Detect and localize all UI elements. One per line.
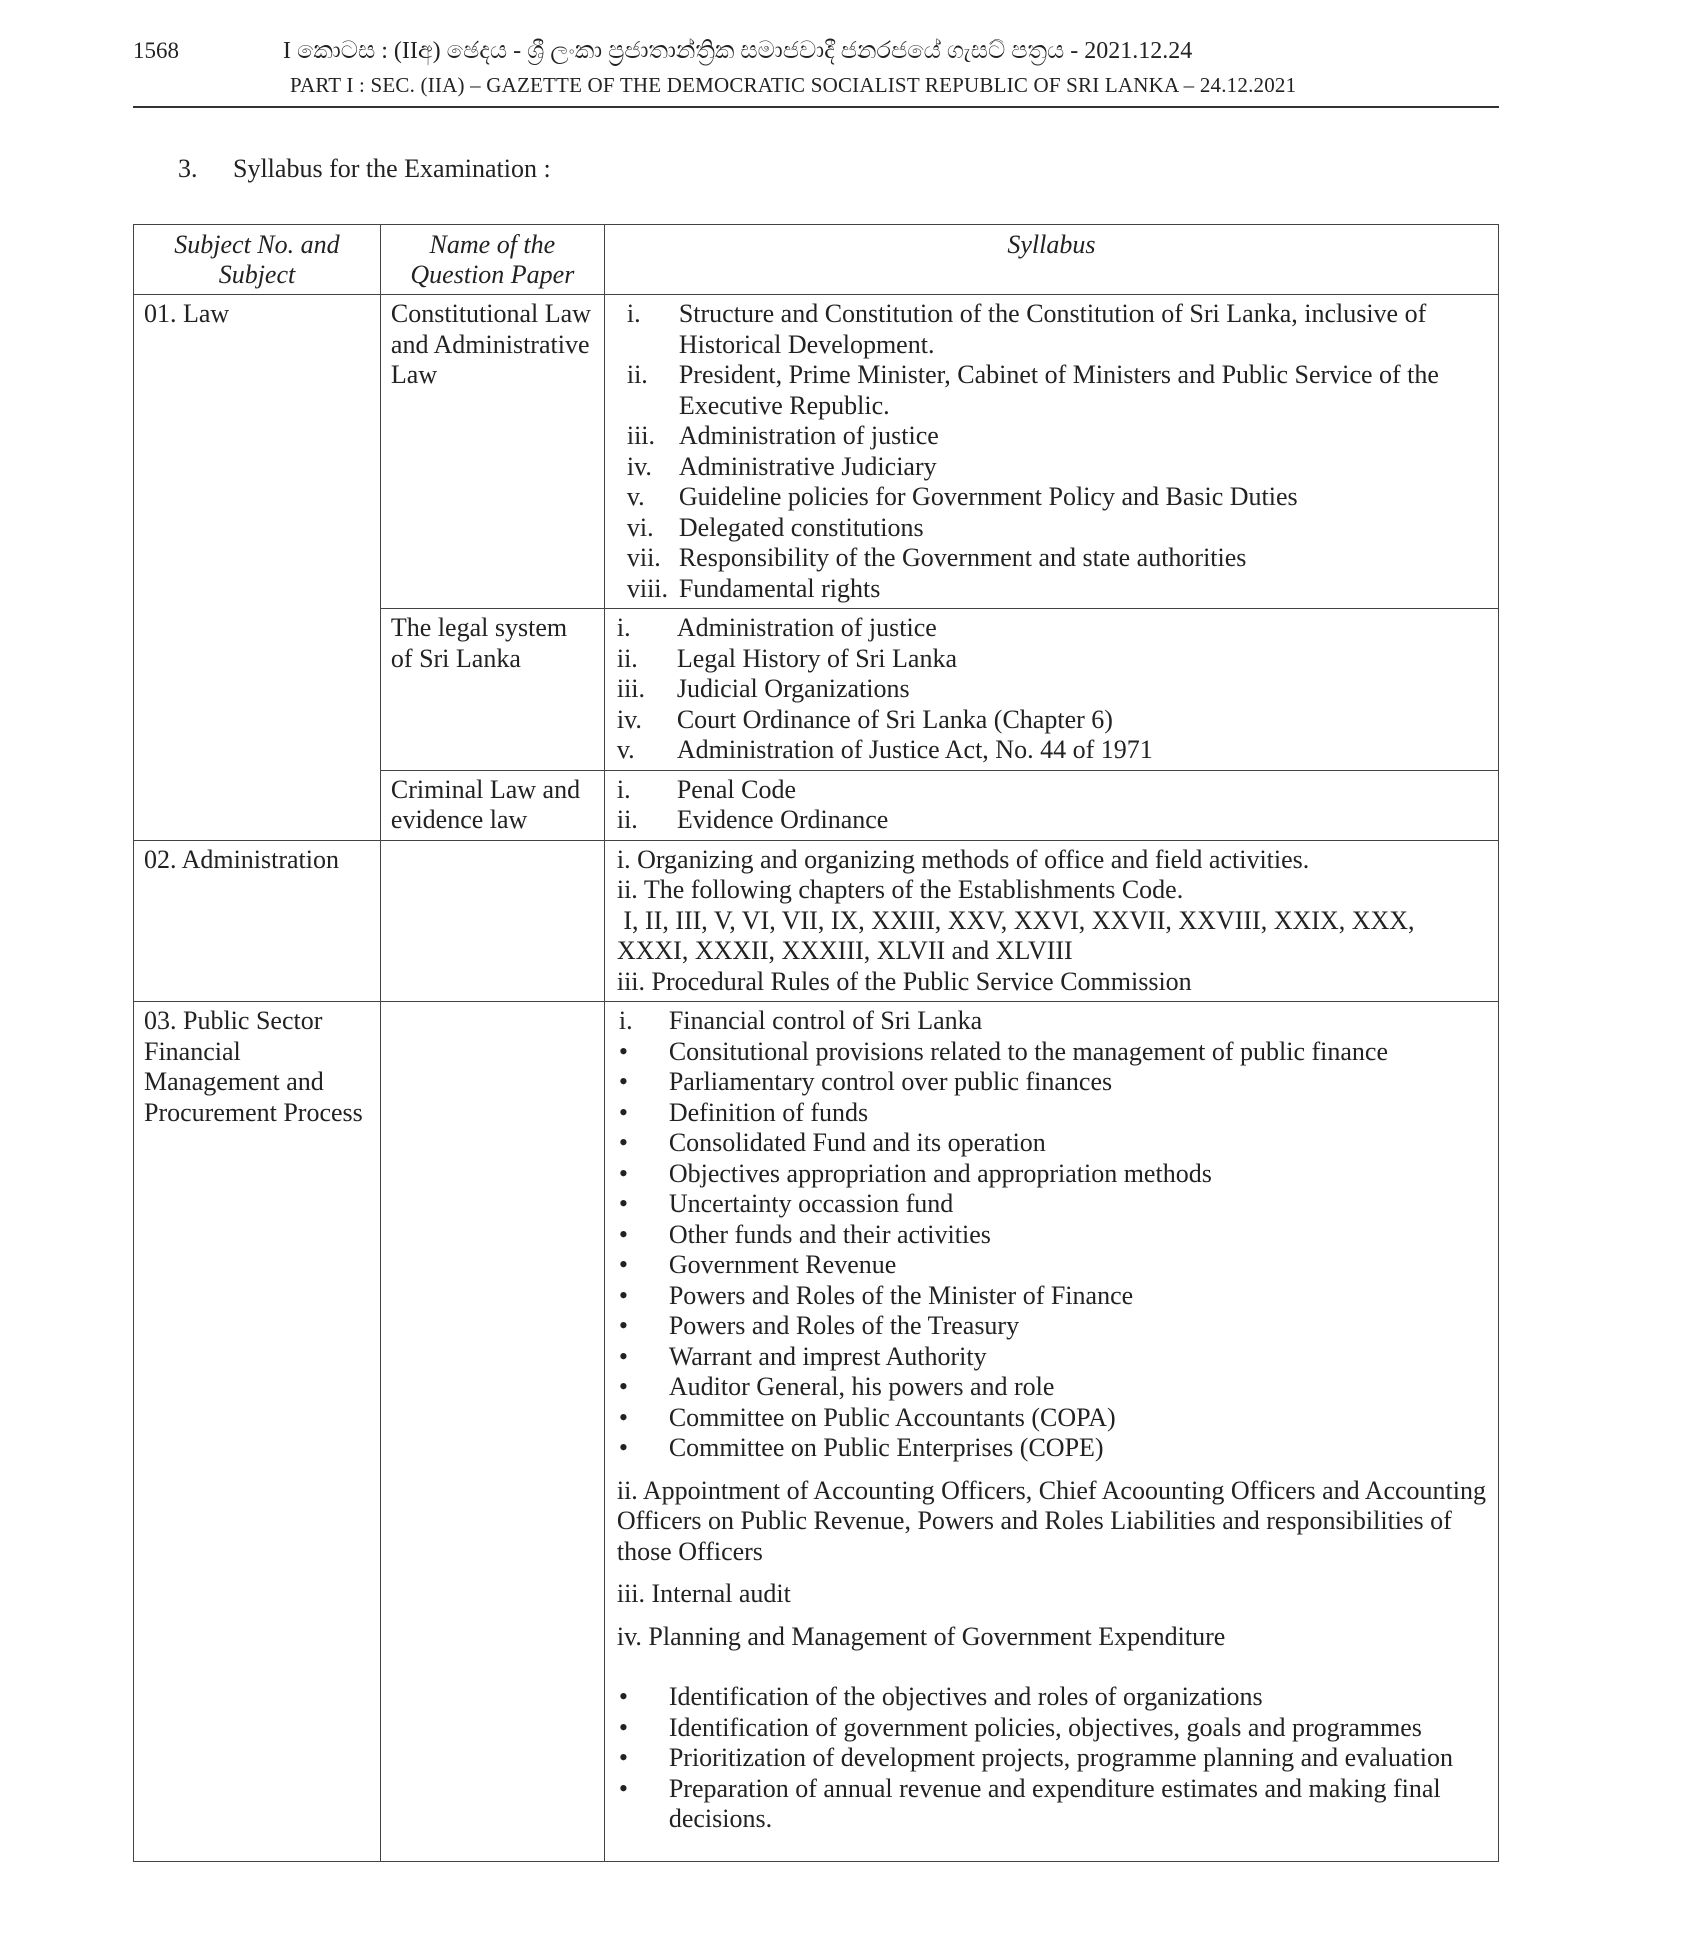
paper-name-cell: Criminal Law and evidence law xyxy=(380,770,604,840)
syllabus-cell xyxy=(604,770,1498,840)
bullet-item: • Committee on Public Accountants (COPA) xyxy=(618,1402,1116,1432)
table-header-row xyxy=(134,225,1499,295)
page-number: 1568 xyxy=(133,38,179,63)
bullet-item: • Powers and Roles of the Minister of Finance xyxy=(618,1280,1134,1310)
list-item: vii. Responsibility of the Government and state authorities xyxy=(626,543,1247,572)
syllabus-line: I, II, III, V, VI, VII, IX, XXIII, XXV, XXVI, XXVII, XXVIII, XXIX, XXX, XXXI, XXXII, XXXIII, XLVII and XLVIII xyxy=(616,905,1422,965)
section-number: 3. xyxy=(178,154,198,183)
paper-name-cell-empty xyxy=(380,840,604,1002)
bullet-item: • Parliamentary control over public finances xyxy=(618,1067,1113,1096)
bullet-item: • Identification of government policies, objectives, goals and programmes xyxy=(618,1712,1422,1742)
table-row xyxy=(134,770,1499,840)
bullet-item: • Prioritization of development projects, programme planning and evaluation xyxy=(618,1743,1453,1772)
list-item: iii. Judicial Organizations xyxy=(616,674,910,703)
bullet-item: • Uncertainty occassion fund xyxy=(618,1189,954,1218)
list-item: iii. Administration of justice xyxy=(626,421,939,450)
list-item: ii. President, Prime Minister, Cabinet of Ministers and Public Service of the Executive Republic. xyxy=(626,360,1439,420)
list-item: i. Penal Code xyxy=(616,774,796,804)
bullet-item: • Government Revenue xyxy=(618,1250,897,1279)
list-item: viii. Fundamental rights xyxy=(626,573,881,603)
list-item: ii. Evidence Ordinance xyxy=(616,805,889,834)
syllabus-paragraph: iv. Planning and Management of Government Expenditure xyxy=(616,1621,1226,1651)
bullet-item: • Consitutional provisions related to the management of public finance xyxy=(618,1036,1388,1066)
subject-cell-empty xyxy=(134,770,381,840)
gazette-header-english: PART I : SEC. (IIA) – GAZETTE OF THE DEMOCRATIC SOCIALIST REPUBLIC OF SRI LANKA – 24.12.2021 xyxy=(290,73,1297,97)
syllabus-line: i. Organizing and organizing methods of office and field activities. xyxy=(616,844,1310,874)
header-subject: Subject No. and Subject xyxy=(134,225,381,295)
list-item: i. Administration of justice xyxy=(616,613,937,642)
table-row xyxy=(134,295,1499,609)
section-heading xyxy=(178,154,551,184)
bullet-item: • Committee on Public Enterprises (COPE) xyxy=(618,1433,1104,1462)
header-syllabus: Syllabus xyxy=(604,225,1498,295)
bullet-item: • Consolidated Fund and its operation xyxy=(618,1128,1046,1157)
header-divider xyxy=(133,106,1499,108)
paper-name-cell: The legal system of Sri Lanka xyxy=(380,609,604,771)
syllabus-line: iii. Procedural Rules of the Public Service Commission xyxy=(616,966,1192,996)
list-item: vi. Delegated constitutions xyxy=(626,512,924,542)
paper-name-cell-empty xyxy=(380,1002,604,1862)
paper-name-cell: Constitutional Law and Administrative Law xyxy=(380,295,604,609)
table-row xyxy=(134,609,1499,771)
syllabus-cell xyxy=(604,609,1498,771)
list-item: iv. Court Ordinance of Sri Lanka (Chapter 6) xyxy=(616,704,1113,734)
subject-cell-finance: 03. Public Sector Financial Management and Procurement Process xyxy=(134,1002,381,1862)
list-item: ii. Legal History of Sri Lanka xyxy=(616,643,957,673)
section-title: Syllabus for the Examination : xyxy=(233,154,551,183)
subject-cell-law: 01. Law xyxy=(134,295,381,609)
syllabus-paragraph: ii. Appointment of Accounting Officers, Chief Acoounting Officers and Accounting Officers on Public Revenue, Powers and Roles Liabilities and responsibilities of those Officers xyxy=(616,1475,1487,1566)
bullet-item: • Other funds and their activities xyxy=(618,1219,991,1249)
table-row xyxy=(134,1002,1499,1862)
subject-cell-administration: 02. Administration xyxy=(134,840,381,1002)
syllabus-cell xyxy=(604,1002,1498,1862)
bullet-item: • Auditor General, his powers and role xyxy=(618,1372,1055,1401)
list-item: iv. Administrative Judiciary xyxy=(626,451,937,481)
header-question-paper: Name of the Question Paper xyxy=(380,225,604,295)
gazette-header-sinhala: I කොටස : (IIඅ) ඡෙදය - ශ්‍රී ලංකා ප්‍රජාතාන්ත්‍රික සමාජවාදී ජනරජයේ ගැසට් පත්‍රය - 2021.12.24 xyxy=(283,38,1193,64)
syllabus-cell xyxy=(604,840,1498,1002)
subject-cell-empty xyxy=(134,609,381,771)
table-row xyxy=(134,840,1499,1002)
bullet-item: • Powers and Roles of the Treasury xyxy=(618,1311,1020,1340)
syllabus-table xyxy=(133,224,1499,1862)
list-item: i. Financial control of Sri Lanka xyxy=(618,1006,983,1035)
bullet-item: • Identification of the objectives and roles of organizations xyxy=(618,1682,1263,1711)
syllabus-cell xyxy=(604,295,1498,609)
syllabus-paragraph: iii. Internal audit xyxy=(616,1579,791,1608)
bullet-item: • Warrant and imprest Authority xyxy=(618,1341,987,1371)
list-item: v. Administration of Justice Act, No. 44 of 1971 xyxy=(616,735,1153,764)
bullet-item: • Preparation of annual revenue and expenditure estimates and making final decisions. xyxy=(618,1773,1441,1833)
bullet-item: • Definition of funds xyxy=(618,1097,869,1127)
list-item: v. Guideline policies for Government Policy and Basic Duties xyxy=(626,482,1298,511)
syllabus-line: ii. The following chapters of the Establishments Code. xyxy=(616,875,1184,904)
list-item: i. Structure and Constitution of the Constitution of Sri Lanka, inclusive of Historical Development. xyxy=(626,299,1427,359)
bullet-item: • Objectives appropriation and appropriation methods xyxy=(618,1158,1212,1188)
